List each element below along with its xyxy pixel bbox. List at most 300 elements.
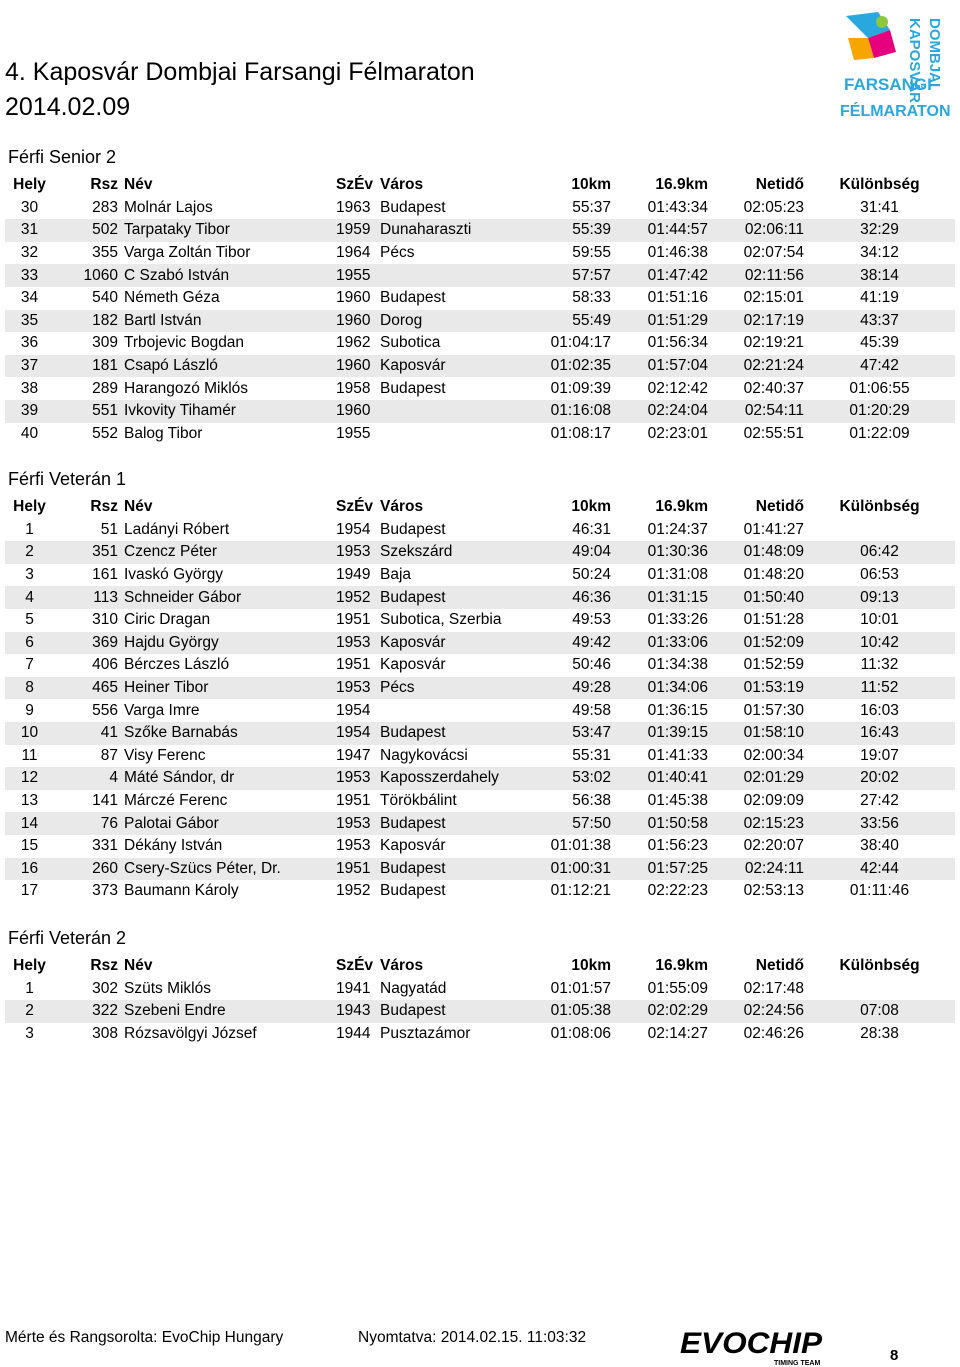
event-date: 2014.02.09 <box>5 93 131 121</box>
column-header-rsz: Rsz <box>90 498 118 516</box>
cell-netido: 02:46:26 <box>743 1025 804 1043</box>
cell-kulonbseg: 34:12 <box>860 244 899 262</box>
table-row <box>5 541 955 564</box>
table-row <box>5 1023 955 1046</box>
cell-netido: 02:06:11 <box>708 219 804 242</box>
column-header-kulonbseg: Különbség <box>839 176 920 194</box>
cell-10km: 01:08:17 <box>550 424 611 442</box>
cell-10km: 01:00:31 <box>518 858 611 881</box>
table-row <box>5 332 955 355</box>
table-row <box>5 400 955 423</box>
cell-varos: Pécs <box>380 244 415 262</box>
cell-10km: 01:16:08 <box>518 400 611 423</box>
cell-10km: 58:33 <box>572 289 611 307</box>
event-logo <box>838 8 954 130</box>
cell-hely: 1 <box>25 520 34 538</box>
table-row <box>5 978 955 1001</box>
cell-169km: 01:34:38 <box>647 656 708 674</box>
table-row <box>5 677 955 700</box>
column-header-169km: 16.9km <box>655 957 708 975</box>
cell-169km: 01:24:37 <box>647 520 708 538</box>
cell-nev: Ivaskó György <box>124 566 224 584</box>
table-row <box>5 812 955 835</box>
cell-kulonbseg: 16:03 <box>860 701 899 719</box>
cell-10km: 55:31 <box>572 746 611 764</box>
cell-kulonbseg: 19:07 <box>860 746 899 764</box>
column-header-kulonbseg: Különbség <box>839 498 920 516</box>
cell-169km: 01:40:41 <box>611 767 708 790</box>
cell-nev: Máté Sándor, dr <box>124 767 336 790</box>
cell-rsz: 556 <box>92 701 118 719</box>
cell-szev: 1953 <box>336 837 371 855</box>
column-header-kulonbseg: Különbség <box>839 957 920 975</box>
cell-169km: 01:30:36 <box>611 541 708 564</box>
column-header-varos: Város <box>380 176 424 194</box>
cell-hely: 7 <box>25 656 34 674</box>
cell-netido: 02:21:24 <box>708 355 804 378</box>
cell-nev: Molnár Lajos <box>124 198 213 216</box>
column-header-hely: Hely <box>13 176 46 194</box>
cell-10km: 01:05:38 <box>518 1000 611 1023</box>
cell-kulonbseg: 38:40 <box>860 837 899 855</box>
cell-rsz: 310 <box>92 611 118 629</box>
cell-10km: 01:01:38 <box>550 837 611 855</box>
cell-rsz: 283 <box>92 198 118 216</box>
cell-szev: 1963 <box>336 198 371 216</box>
column-header-varos: Város <box>380 957 424 975</box>
cell-szev: 1951 <box>336 858 380 881</box>
cell-nev: Heiner Tibor <box>124 677 336 700</box>
cell-nev: Varga Zoltán Tibor <box>124 244 251 262</box>
cell-169km: 01:31:08 <box>647 566 708 584</box>
cell-nev: Bartl István <box>124 310 336 333</box>
cell-nev: Schneider Gábor <box>124 586 336 609</box>
table-row <box>5 632 955 655</box>
cell-10km: 01:09:39 <box>550 379 611 397</box>
table-row <box>5 586 955 609</box>
cell-169km: 01:50:58 <box>611 812 708 835</box>
table-header-row <box>5 174 955 197</box>
cell-varos: Budapest <box>380 882 446 900</box>
cell-kulonbseg: 01:20:29 <box>804 400 955 423</box>
cell-szev: 1960 <box>336 400 380 423</box>
evochip-logo-text: EVOCHIP <box>680 1327 824 1360</box>
cell-szev: 1959 <box>336 219 380 242</box>
cell-varos: Pécs <box>380 677 518 700</box>
cell-szev: 1954 <box>336 722 380 745</box>
cell-rsz: 141 <box>92 792 118 810</box>
cell-hely: 16 <box>5 858 54 881</box>
cell-szev: 1949 <box>336 566 371 584</box>
cell-szev: 1960 <box>336 355 380 378</box>
cell-szev: 1958 <box>336 379 371 397</box>
cell-kulonbseg: 11:32 <box>860 656 899 674</box>
cell-rsz: 1060 <box>54 264 124 287</box>
cell-varos <box>380 264 518 287</box>
table-row <box>5 242 955 265</box>
cell-rsz: 465 <box>54 677 124 700</box>
table-row <box>5 377 955 400</box>
footer-printed-at: Nyomtatva: 2014.02.15. 11:03:32 <box>358 1329 587 1346</box>
cell-varos: Törökbálint <box>380 792 457 810</box>
cell-10km: 49:28 <box>518 677 611 700</box>
cell-kulonbseg: 16:43 <box>804 722 955 745</box>
cell-kulonbseg: 42:44 <box>804 858 955 881</box>
cell-szev: 1964 <box>336 244 371 262</box>
cell-rsz: 351 <box>54 541 124 564</box>
cell-varos: Nagyatád <box>380 979 447 997</box>
logo-line-4: FÉLMARATON <box>840 103 951 120</box>
column-header-netido: Netidő <box>755 957 804 975</box>
column-header-rsz: Rsz <box>90 176 118 194</box>
cell-kulonbseg: 10:01 <box>860 611 899 629</box>
column-header-169km: 16.9km <box>655 176 708 194</box>
cell-nev: Harangozó Miklós <box>124 379 249 397</box>
table-row <box>5 310 955 333</box>
cell-nev: Balog Tibor <box>124 424 203 442</box>
cell-169km: 01:39:15 <box>611 722 708 745</box>
cell-kulonbseg: 01:22:09 <box>849 424 910 442</box>
cell-kulonbseg: 27:42 <box>860 792 899 810</box>
cell-szev: 1953 <box>336 541 380 564</box>
cell-netido: 02:17:19 <box>708 310 804 333</box>
cell-netido: 02:07:54 <box>743 244 804 262</box>
cell-169km: 01:41:33 <box>647 746 708 764</box>
cell-169km: 01:33:06 <box>611 632 708 655</box>
cell-169km: 02:22:23 <box>647 882 708 900</box>
logo-figure-icon <box>846 12 896 60</box>
cell-nev: Csapó László <box>124 355 336 378</box>
cell-hely: 14 <box>5 812 54 835</box>
cell-kulonbseg: 32:29 <box>804 219 955 242</box>
cell-169km: 01:47:42 <box>611 264 708 287</box>
table-row <box>5 722 955 745</box>
cell-hely: 6 <box>5 632 54 655</box>
cell-hely: 13 <box>20 792 39 810</box>
cell-nev: Ivkovity Tihamér <box>124 400 336 423</box>
cell-hely: 31 <box>5 219 54 242</box>
table-row <box>5 355 955 378</box>
table-row <box>5 835 955 858</box>
table-header-row <box>5 955 955 978</box>
cell-hely: 5 <box>25 611 34 629</box>
cell-10km: 01:01:57 <box>550 979 611 997</box>
table-row <box>5 197 955 220</box>
cell-hely: 9 <box>25 701 34 719</box>
cell-nev: Czencz Péter <box>124 541 336 564</box>
cell-10km: 46:31 <box>572 520 611 538</box>
cell-varos: Kaposvár <box>380 355 518 378</box>
cell-rsz: 51 <box>100 520 118 538</box>
column-header-rsz: Rsz <box>90 957 118 975</box>
cell-hely: 34 <box>20 289 39 307</box>
cell-netido: 01:53:19 <box>708 677 804 700</box>
cell-hely: 37 <box>5 355 54 378</box>
cell-netido: 02:20:07 <box>743 837 804 855</box>
cell-varos: Subotica, Szerbia <box>380 611 502 629</box>
cell-varos: Budapest <box>380 858 518 881</box>
cell-szev: 1954 <box>336 520 371 538</box>
cell-szev: 1955 <box>336 424 371 442</box>
cell-varos: Kaposvár <box>380 632 518 655</box>
cell-szev: 1960 <box>336 310 380 333</box>
cell-netido: 02:15:23 <box>708 812 804 835</box>
cell-10km: 49:42 <box>518 632 611 655</box>
table-row <box>5 564 955 587</box>
cell-netido: 01:52:09 <box>708 632 804 655</box>
cell-netido: 01:50:40 <box>708 586 804 609</box>
cell-hely: 17 <box>20 882 39 900</box>
column-header-nev: Név <box>124 957 153 975</box>
cell-kulonbseg: 38:14 <box>804 264 955 287</box>
cell-169km: 01:34:06 <box>611 677 708 700</box>
cell-169km: 02:14:27 <box>647 1025 708 1043</box>
cell-10km: 55:49 <box>518 310 611 333</box>
cell-varos: Dunaharaszti <box>380 219 518 242</box>
cell-szev: 1943 <box>336 1000 380 1023</box>
cell-rsz: 406 <box>92 656 118 674</box>
cell-hely: 1 <box>25 979 34 997</box>
cell-netido: 02:54:11 <box>708 400 804 423</box>
cell-nev: Dékány István <box>124 837 223 855</box>
cell-169km: 01:56:23 <box>647 837 708 855</box>
cell-rsz: 308 <box>92 1025 118 1043</box>
cell-10km: 01:08:06 <box>550 1025 611 1043</box>
footer-measured-by: Mérte és Rangsorolta: EvoChip Hungary <box>5 1329 284 1346</box>
cell-nev: Szüts Miklós <box>124 979 211 997</box>
cell-169km: 01:51:16 <box>647 289 708 307</box>
cell-varos: Dorog <box>380 310 518 333</box>
cell-10km: 01:04:17 <box>550 334 611 352</box>
column-header-szev: SzÉv <box>336 498 374 516</box>
page-number: 8 <box>890 1347 899 1364</box>
cell-rsz: 322 <box>54 1000 124 1023</box>
column-header-169km: 16.9km <box>655 498 708 516</box>
cell-nev: Visy Ferenc <box>124 746 206 764</box>
cell-varos: Budapest <box>380 289 446 307</box>
cell-hely: 30 <box>20 198 39 216</box>
cell-hely: 12 <box>5 767 54 790</box>
cell-netido: 01:51:28 <box>743 611 804 629</box>
cell-kulonbseg: 28:38 <box>860 1025 899 1043</box>
cell-10km: 50:24 <box>572 566 611 584</box>
evochip-logo-subtext: TIMING TEAM <box>774 1360 821 1367</box>
results-table <box>5 496 955 903</box>
cell-169km: 01:43:34 <box>647 198 708 216</box>
cell-kulonbseg <box>804 519 955 542</box>
cell-rsz: 551 <box>54 400 124 423</box>
cell-10km: 57:57 <box>518 264 611 287</box>
cell-hely: 38 <box>20 379 39 397</box>
table-row <box>5 219 955 242</box>
cell-169km: 02:12:42 <box>647 379 708 397</box>
cell-kulonbseg: 11:52 <box>804 677 955 700</box>
cell-rsz: 355 <box>92 244 118 262</box>
cell-szev: 1952 <box>336 882 371 900</box>
cell-rsz: 87 <box>100 746 118 764</box>
cell-varos: Kaposvár <box>380 837 446 855</box>
cell-nev: C Szabó István <box>124 264 336 287</box>
cell-szev: 1944 <box>336 1025 371 1043</box>
cell-nev: Trbojevic Bogdan <box>124 334 245 352</box>
cell-169km: 01:36:15 <box>647 701 708 719</box>
cell-varos: Budapest <box>380 198 446 216</box>
cell-kulonbseg <box>804 978 955 1001</box>
cell-169km: 02:23:01 <box>647 424 708 442</box>
cell-kulonbseg: 33:56 <box>804 812 955 835</box>
cell-netido: 02:40:37 <box>743 379 804 397</box>
cell-netido: 01:41:27 <box>743 520 804 538</box>
cell-10km: 56:38 <box>572 792 611 810</box>
results-table <box>5 174 955 445</box>
cell-rsz: 41 <box>54 722 124 745</box>
cell-hely: 11 <box>21 746 38 764</box>
cell-nev: Rózsavölgyi József <box>124 1025 257 1043</box>
column-header-netido: Netidő <box>755 176 804 194</box>
cell-169km: 01:55:09 <box>647 979 708 997</box>
cell-rsz: 260 <box>54 858 124 881</box>
cell-10km: 49:04 <box>518 541 611 564</box>
cell-kulonbseg: 01:06:55 <box>849 379 910 397</box>
cell-10km: 55:39 <box>518 219 611 242</box>
section-title: Férfi Veterán 2 <box>8 928 127 948</box>
cell-nev: Márczé Ferenc <box>124 792 228 810</box>
cell-169km: 01:45:38 <box>647 792 708 810</box>
cell-169km: 01:57:04 <box>611 355 708 378</box>
table-row <box>5 767 955 790</box>
cell-nev: Palotai Gábor <box>124 812 336 835</box>
cell-nev: Tarpataky Tibor <box>124 219 336 242</box>
cell-szev: 1952 <box>336 586 380 609</box>
cell-10km: 46:36 <box>518 586 611 609</box>
page-title: 4. Kaposvár Dombjai Farsangi Félmaraton <box>5 58 475 86</box>
cell-169km: 01:31:15 <box>611 586 708 609</box>
cell-10km: 50:46 <box>572 656 611 674</box>
cell-netido: 02:09:09 <box>743 792 804 810</box>
table-row <box>5 264 955 287</box>
table-row <box>5 745 955 768</box>
column-header-hely: Hely <box>13 957 46 975</box>
cell-rsz: 369 <box>54 632 124 655</box>
cell-hely: 2 <box>5 541 54 564</box>
cell-kulonbseg: 09:13 <box>804 586 955 609</box>
cell-10km: 53:02 <box>518 767 611 790</box>
cell-169km: 01:33:26 <box>647 611 708 629</box>
cell-kulonbseg: 06:53 <box>860 566 899 584</box>
cell-netido: 01:58:10 <box>708 722 804 745</box>
cell-hely: 33 <box>5 264 54 287</box>
cell-rsz: 302 <box>92 979 118 997</box>
cell-varos: Budapest <box>380 812 518 835</box>
cell-kulonbseg: 06:42 <box>804 541 955 564</box>
table-row <box>5 880 955 903</box>
cell-kulonbseg: 01:11:46 <box>849 882 910 900</box>
cell-rsz: 331 <box>92 837 118 855</box>
cell-nev: Németh Géza <box>124 289 220 307</box>
cell-hely: 35 <box>5 310 54 333</box>
cell-169km: 01:44:57 <box>611 219 708 242</box>
column-header-nev: Név <box>124 176 153 194</box>
cell-varos: Baja <box>380 566 412 584</box>
cell-hely: 32 <box>20 244 39 262</box>
cell-varos: Budapest <box>380 586 518 609</box>
cell-10km: 49:53 <box>572 611 611 629</box>
table-header-row <box>5 496 955 519</box>
cell-169km: 01:57:25 <box>611 858 708 881</box>
cell-varos: Szekszárd <box>380 541 518 564</box>
cell-hely: 4 <box>5 586 54 609</box>
cell-hely: 36 <box>20 334 39 352</box>
cell-rsz: 289 <box>92 379 118 397</box>
cell-szev: 1951 <box>336 656 371 674</box>
column-header-szev: SzÉv <box>336 957 374 975</box>
cell-kulonbseg: 43:37 <box>804 310 955 333</box>
cell-netido: 02:11:56 <box>708 264 804 287</box>
cell-169km: 01:51:29 <box>611 310 708 333</box>
cell-kulonbseg: 31:41 <box>860 198 899 216</box>
cell-rsz: 540 <box>92 289 118 307</box>
cell-netido: 01:57:30 <box>743 701 804 719</box>
cell-netido: 01:52:59 <box>743 656 804 674</box>
cell-varos <box>380 423 518 446</box>
cell-rsz: 502 <box>54 219 124 242</box>
cell-szev: 1947 <box>336 746 371 764</box>
cell-netido: 01:48:09 <box>708 541 804 564</box>
column-header-10km: 10km <box>571 957 611 975</box>
column-header-szev: SzÉv <box>336 176 374 194</box>
logo-line-1: KAPOSVÁR <box>906 18 923 104</box>
cell-netido: 02:00:34 <box>743 746 804 764</box>
section-title: Férfi Senior 2 <box>8 147 117 167</box>
cell-10km: 01:02:35 <box>518 355 611 378</box>
cell-rsz: 373 <box>92 882 118 900</box>
table-row <box>5 790 955 813</box>
cell-szev: 1962 <box>336 334 371 352</box>
cell-szev: 1954 <box>336 701 371 719</box>
cell-rsz: 76 <box>54 812 124 835</box>
cell-netido: 02:15:01 <box>743 289 804 307</box>
cell-netido: 02:17:48 <box>743 979 804 997</box>
cell-szev: 1951 <box>336 611 371 629</box>
cell-szev: 1953 <box>336 767 380 790</box>
cell-hely: 15 <box>20 837 39 855</box>
cell-169km: 02:24:04 <box>611 400 708 423</box>
cell-netido: 02:19:21 <box>743 334 804 352</box>
table-row <box>5 699 955 722</box>
cell-netido: 02:53:13 <box>743 882 804 900</box>
cell-10km: 53:47 <box>518 722 611 745</box>
cell-hely: 2 <box>5 1000 54 1023</box>
cell-szev: 1951 <box>336 792 371 810</box>
cell-rsz: 113 <box>54 586 124 609</box>
cell-kulonbseg: 10:42 <box>804 632 955 655</box>
cell-szev: 1953 <box>336 812 380 835</box>
cell-varos: Pusztazámor <box>380 1025 471 1043</box>
cell-nev: Baumann Károly <box>124 882 239 900</box>
cell-varos: Budapest <box>380 520 446 538</box>
cell-nev: Varga Imre <box>124 701 200 719</box>
cell-szev: 1960 <box>336 289 371 307</box>
cell-kulonbseg: 47:42 <box>804 355 955 378</box>
cell-10km: 55:37 <box>572 198 611 216</box>
section-title: Férfi Veterán 1 <box>8 469 127 489</box>
cell-varos: Budapest <box>380 722 518 745</box>
cell-kulonbseg: 20:02 <box>804 767 955 790</box>
cell-nev: Csery-Szücs Péter, Dr. <box>124 858 336 881</box>
cell-nev: Hajdu György <box>124 632 336 655</box>
cell-nev: Ciric Dragan <box>124 611 211 629</box>
cell-rsz: 182 <box>54 310 124 333</box>
